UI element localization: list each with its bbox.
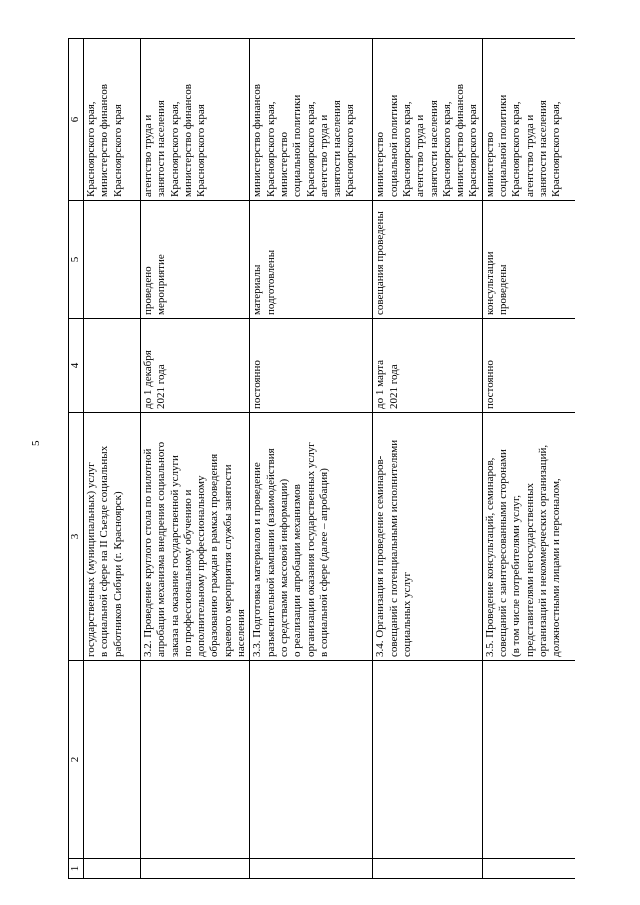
page-number: 5 bbox=[30, 440, 42, 446]
deadline-text: постоянно bbox=[483, 360, 496, 409]
header-col-3: 3 bbox=[69, 413, 84, 661]
responsible-text: Красноярского края, министерство финансов Красноярского края bbox=[85, 84, 124, 197]
section-cell bbox=[482, 661, 575, 859]
responsible-text: агентство труда и занятости населения Красноярского края, министерство финансов Красноярского края bbox=[142, 84, 208, 197]
deadline-cell bbox=[482, 319, 575, 413]
table-row bbox=[84, 39, 141, 879]
responsible-cell bbox=[84, 39, 141, 201]
activity-table bbox=[68, 38, 575, 879]
responsible-cell bbox=[482, 39, 575, 201]
section-cell bbox=[250, 661, 373, 859]
deadline-text: до 1 марта 2021 года bbox=[374, 359, 400, 409]
result-cell bbox=[250, 201, 373, 319]
activity-text: 3.4. Организация и проведение семинаров- совещаний с потенциальными исполнителями социальных услуг bbox=[374, 439, 413, 657]
header-row bbox=[69, 39, 84, 879]
responsible-text: министерство финансов Красноярского края, министерство социальной политики Красноярского края, агентство труда и занятости населения Красноярского края bbox=[251, 84, 357, 197]
header-col-1: 1 bbox=[69, 859, 84, 879]
result-cell bbox=[84, 201, 141, 319]
deadline-cell bbox=[373, 319, 482, 413]
activity-text: государственных (муниципальных) услуг в социальной сфере на II Съезде социальных работников Сибири (г. Красноярск) bbox=[85, 445, 124, 657]
responsible-cell bbox=[141, 39, 250, 201]
row-number-cell bbox=[373, 859, 482, 879]
result-text: материалы подготовлены bbox=[251, 249, 277, 315]
responsible-text: министерство социальной политики Красноярского края, агентство труда и занятости населения Красноярского края, bbox=[483, 94, 563, 197]
row-number-cell bbox=[141, 859, 250, 879]
activity-text: 3.3. Подготовка материалов и проведение разъяснительной кампании (взаимодействия со средствами массовой информации) о реализации апробации механизмов организации оказания государственных услуг в социальной сфере (далее – апробация) bbox=[251, 442, 330, 657]
activity-text: 3.5. Проведение консультаций, семинаров, совещаний с заинтересованными сторонами (в том числе потребителями услуг, представителями негосударственных организаций и некоммерческих организаций, должностными лицами и персоналом, bbox=[483, 444, 563, 657]
section-cell bbox=[84, 661, 141, 859]
header-col-6: 6 bbox=[69, 39, 84, 201]
responsible-cell bbox=[373, 39, 482, 201]
rotated-content bbox=[65, 38, 575, 880]
result-cell bbox=[141, 201, 250, 319]
header-col-5: 5 bbox=[69, 201, 84, 319]
result-text: консультации проведены bbox=[483, 251, 510, 315]
responsible-text: министерство социальной политики Красноярского края, агентство труда и занятости населения Красноярского края, министерство финансов Красноярского края bbox=[374, 84, 480, 197]
result-cell bbox=[482, 201, 575, 319]
row-number-cell bbox=[250, 859, 373, 879]
deadline-cell bbox=[84, 319, 141, 413]
deadline-text: до 1 декабря 2021 года bbox=[142, 350, 168, 409]
header-col-4: 4 bbox=[69, 319, 84, 413]
deadline-cell bbox=[141, 319, 250, 413]
scanned-page bbox=[65, 38, 575, 880]
activity-cell bbox=[84, 413, 141, 661]
responsible-cell bbox=[250, 39, 373, 201]
activity-cell bbox=[373, 413, 482, 661]
row-number-cell bbox=[84, 859, 141, 879]
activity-cell bbox=[141, 413, 250, 661]
activity-cell bbox=[250, 413, 373, 661]
row-number-cell bbox=[482, 859, 575, 879]
table-row bbox=[141, 39, 250, 879]
table-row bbox=[250, 39, 373, 879]
activity-text: 3.2. Проведение круглого стола по пилотной апробации механизма внедрения социального заказа на оказание государственной услуги по профессиональному обучению и дополнительному профессиональному образованию граждан в рамках проведения краевого мероприятия службы занятости населения bbox=[142, 441, 248, 657]
table-row bbox=[373, 39, 482, 879]
deadline-cell bbox=[250, 319, 373, 413]
activity-cell bbox=[482, 413, 575, 661]
result-text: проведено мероприятие bbox=[142, 254, 168, 315]
section-cell bbox=[373, 661, 482, 859]
table-row bbox=[482, 39, 575, 879]
section-cell bbox=[141, 661, 250, 859]
header-col-2: 2 bbox=[69, 661, 84, 859]
result-cell bbox=[373, 201, 482, 319]
deadline-text: постоянно bbox=[251, 360, 264, 409]
result-text: совещания проведены bbox=[374, 211, 387, 315]
